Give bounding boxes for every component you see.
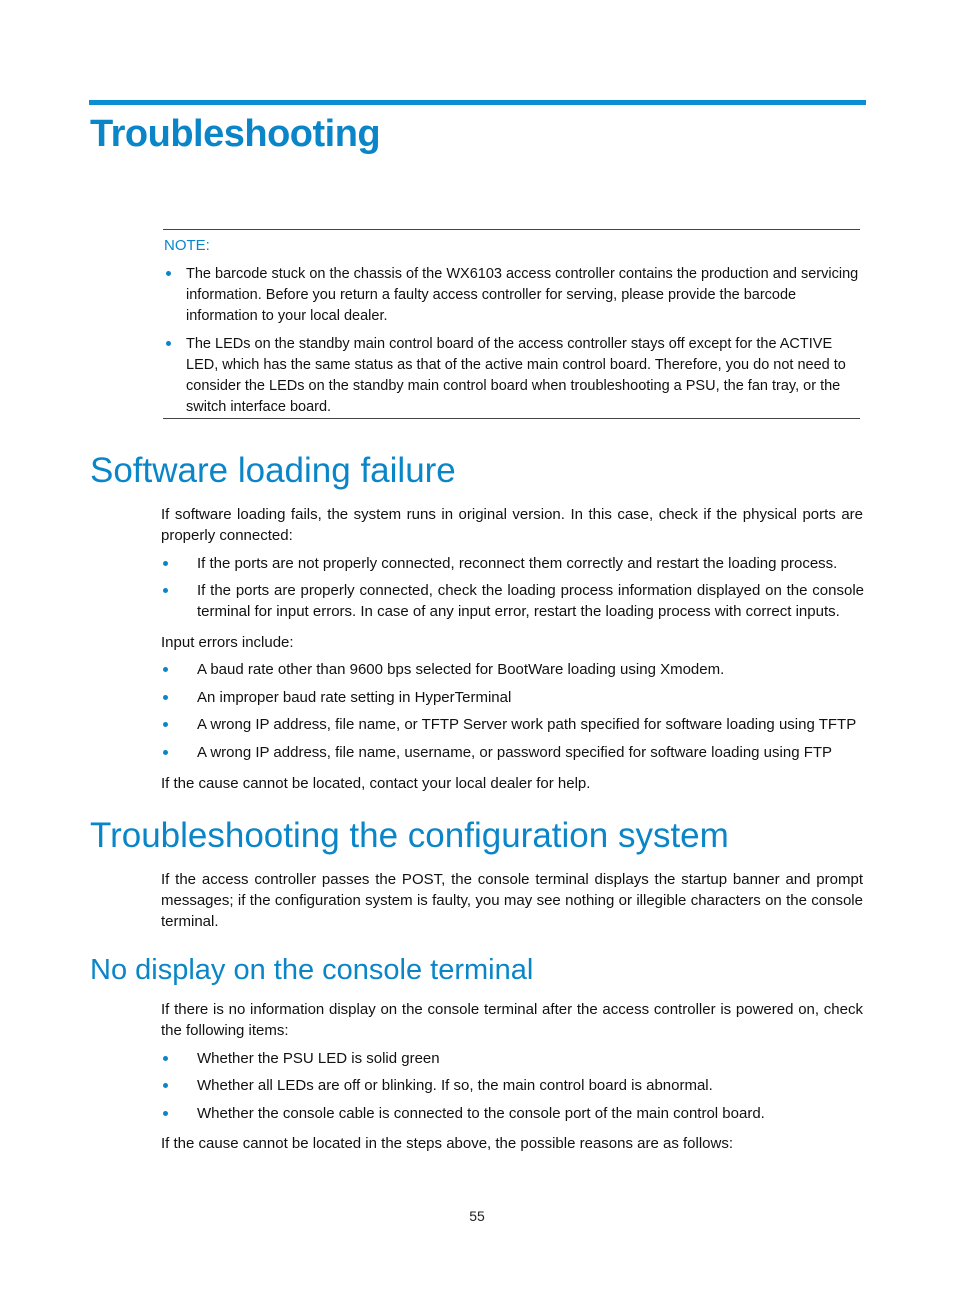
section-heading-software: Software loading failure bbox=[90, 451, 456, 490]
title-rule bbox=[89, 100, 866, 105]
software-intro: If software loading fails, the system runs in original version. In this case, check if the physical ports are properly connected: bbox=[161, 506, 863, 544]
bullet-icon bbox=[163, 667, 168, 672]
bullet-icon bbox=[163, 695, 168, 700]
bullet-icon bbox=[163, 561, 168, 566]
bullet-icon bbox=[163, 588, 168, 593]
note-item: The LEDs on the standby main control board of the access controller stays off except for the ACTIVE LED, which has the same status as that of the active main control board. Therefore, you do not need to consider the LEDs on the standby main control board when troubleshooting a PSU, the fan tray, or the switch interface board. bbox=[186, 336, 846, 415]
config-intro: If the access controller passes the POST, the console terminal displays the startup banner and prompt messages; if the configuration system is faulty, you may see nothing or illegible characters on the console terminal. bbox=[161, 871, 863, 930]
bullet-icon bbox=[166, 341, 171, 346]
bullet-icon bbox=[163, 750, 168, 755]
errors-intro: Input errors include: bbox=[161, 634, 294, 651]
subsection-heading-nodisplay: No display on the console terminal bbox=[90, 954, 534, 986]
list-item: A baud rate other than 9600 bps selected for BootWare loading using Xmodem. bbox=[197, 661, 725, 678]
bullet-icon bbox=[163, 722, 168, 727]
bullet-icon bbox=[163, 1056, 168, 1061]
note-label: NOTE: bbox=[164, 237, 210, 254]
bullet-icon bbox=[163, 1111, 168, 1116]
list-item: If the ports are properly connected, check the loading process information displayed on the console terminal for input errors. In case of any input error, restart the loading process with correct inputs. bbox=[197, 582, 864, 620]
list-item: An improper baud rate setting in HyperTerminal bbox=[197, 689, 512, 706]
bullet-icon bbox=[166, 271, 171, 276]
page-title: Troubleshooting bbox=[90, 113, 381, 155]
nodisplay-intro: If there is no information display on the console terminal after the access controller is powered on, check the following items: bbox=[161, 1001, 863, 1039]
list-item: A wrong IP address, file name, username, or password specified for software loading using FTP bbox=[197, 744, 833, 761]
list-item: Whether the console cable is connected to the console port of the main control board. bbox=[197, 1105, 765, 1122]
software-outro: If the cause cannot be located, contact your local dealer for help. bbox=[161, 775, 591, 792]
list-item: Whether the PSU LED is solid green bbox=[197, 1050, 440, 1067]
section-heading-config: Troubleshooting the configuration system bbox=[90, 816, 729, 855]
note-item: The barcode stuck on the chassis of the WX6103 access controller contains the production and servicing information. Before you return a faulty access controller for serving, please provide the barcode information to your local dealer. bbox=[186, 266, 859, 324]
nodisplay-outro: If the cause cannot be located in the steps above, the possible reasons are as follows: bbox=[161, 1135, 734, 1152]
bullet-icon bbox=[163, 1083, 168, 1088]
list-item: Whether all LEDs are off or blinking. If so, the main control board is abnormal. bbox=[197, 1077, 713, 1094]
list-item: If the ports are not properly connected, reconnect them correctly and restart the loading process. bbox=[197, 555, 838, 572]
page-number: 55 bbox=[469, 1208, 485, 1224]
list-item: A wrong IP address, file name, or TFTP Server work path specified for software loading using TFTP bbox=[197, 716, 857, 733]
